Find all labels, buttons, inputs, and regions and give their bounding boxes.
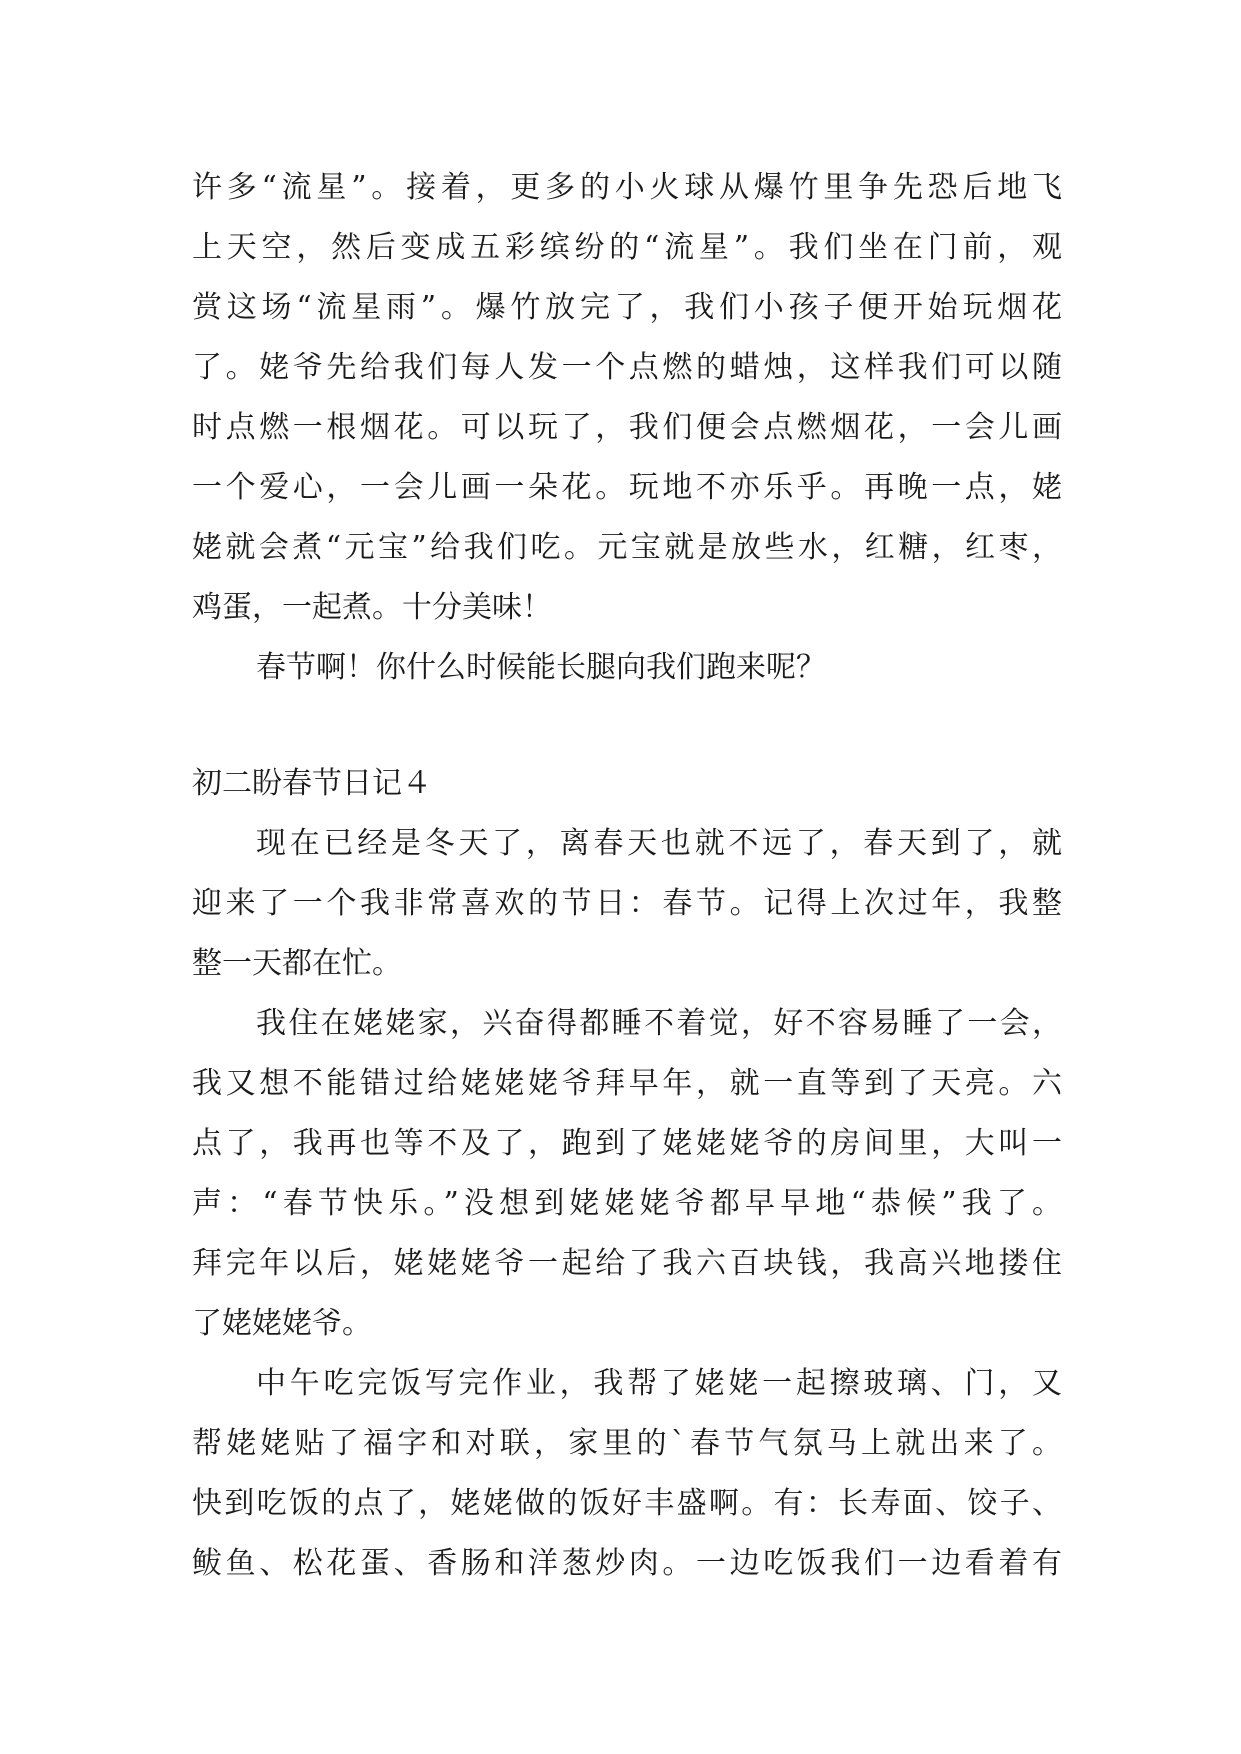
paragraph-spring-call: 春节啊！你什么时候能长腿向我们跑来呢？	[256, 650, 826, 685]
text-line: 了姥姥姥爷。	[192, 1306, 372, 1341]
diary-title: 初二盼春节日记４	[192, 766, 432, 801]
text-line: 现在已经是冬天了，离春天也就不远了，春天到了，就	[256, 826, 1062, 861]
text-line: 鲅鱼、松花蛋、香肠和洋葱炒肉。一边吃饭我们一边看着有	[192, 1546, 1062, 1581]
text-line: 了。姥爷先给我们每人发一个点燃的蜡烛，这样我们可以随	[192, 350, 1062, 385]
text-line: 时点燃一根烟花。可以玩了，我们便会点燃烟花，一会儿画	[192, 410, 1062, 445]
text-line: 迎来了一个我非常喜欢的节日：春节。记得上次过年，我整	[192, 886, 1062, 921]
text-line: 许多“流星”。接着，更多的小火球从爆竹里争先恐后地飞	[192, 170, 1062, 205]
text-line: 快到吃饭的点了，姥姥做的饭好丰盛啊。有：长寿面、饺子、	[192, 1486, 1062, 1521]
text-line: 帮姥姥贴了福字和对联，家里的`春节气氛马上就出来了。	[192, 1426, 1062, 1461]
text-line: 鸡蛋，一起煮。十分美味！	[192, 590, 552, 625]
text-line: 上天空，然后变成五彩缤纷的“流星”。我们坐在门前，观	[192, 230, 1062, 265]
text-line: 赏这场“流星雨”。爆竹放完了，我们小孩子便开始玩烟花	[192, 290, 1062, 325]
text-line: 姥就会煮“元宝”给我们吃。元宝就是放些水，红糖，红枣，	[192, 530, 1062, 565]
text-line: 我住在姥姥家，兴奋得都睡不着觉，好不容易睡了一会，	[256, 1006, 1062, 1041]
text-line: 拜完年以后，姥姥姥爷一起给了我六百块钱，我高兴地搂住	[192, 1246, 1062, 1281]
text-line: 一个爱心，一会儿画一朵花。玩地不亦乐乎。再晚一点，姥	[192, 470, 1062, 505]
text-line: 声：“春节快乐。”没想到姥姥姥爷都早早地“恭候”我了。	[192, 1186, 1062, 1221]
text-line: 整一天都在忙。	[192, 946, 402, 981]
document-body	[192, 158, 1062, 1594]
text-line: 我又想不能错过给姥姥姥爷拜早年，就一直等到了天亮。六	[192, 1066, 1062, 1101]
text-line: 中午吃完饭写完作业，我帮了姥姥一起擦玻璃、门，又	[256, 1366, 1062, 1401]
text-line: 点了，我再也等不及了，跑到了姥姥姥爷的房间里，大叫一	[192, 1126, 1062, 1161]
